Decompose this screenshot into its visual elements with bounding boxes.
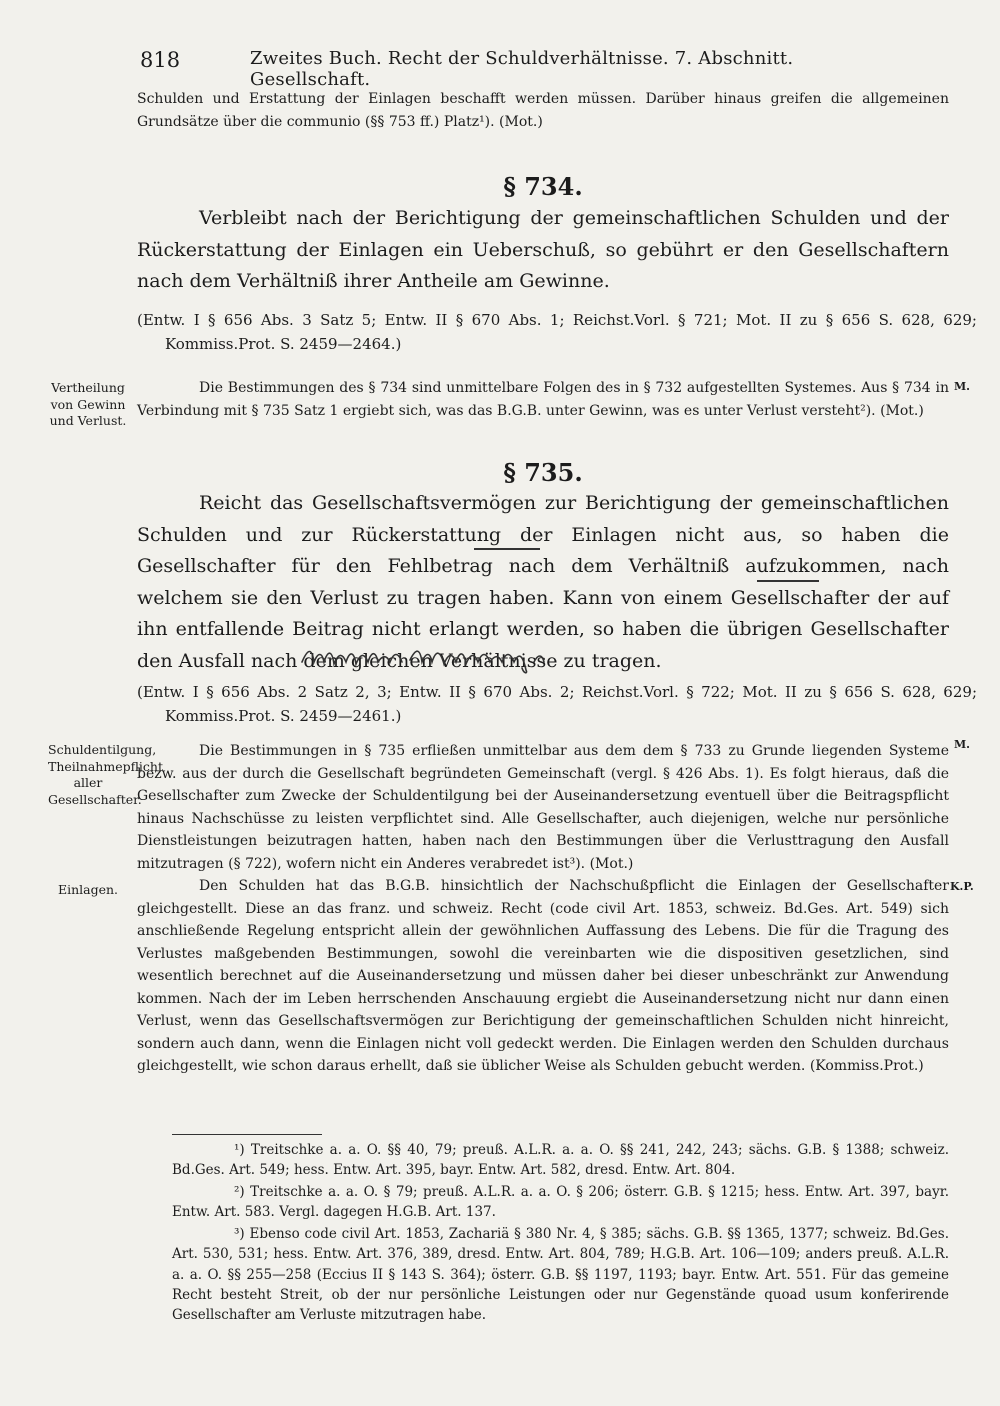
margin-note-contributions: Einlagen. xyxy=(57,882,119,897)
source-mark-kp: K.P. xyxy=(950,880,974,893)
section-heading-735: § 735. xyxy=(503,458,583,487)
footnote-rule xyxy=(172,1134,322,1135)
margin-note-debt-settlement: Schuldentilgung, Theilnahmepflicht aller Gesellschafter. xyxy=(48,742,163,807)
pencil-underline-nicht xyxy=(474,548,540,550)
source-mark-m: M. xyxy=(954,380,971,393)
section-heading-734: § 734. xyxy=(503,172,583,201)
margin-note-distribution: Vertheilung von Gewinn und Verlust. xyxy=(49,380,127,428)
running-title: Zweites Buch. Recht der Schuldverhältnisse. 7. Abschnitt. Gesellschaft. xyxy=(250,48,794,90)
law-text-734: Verbleibt nach der Berichtigung der gemeinschaftlichen Schulden und der Rückerstattung der Einlagen ein Ueberschuß, so gebührt er den Gesellschaftern nach dem Verhältniß ihrer Antheile am Gewinne. xyxy=(137,207,949,292)
pencil-underline-verlust xyxy=(757,580,819,582)
handwritten-note xyxy=(298,640,558,676)
footnote-2: ²) Treitschke a. a. O. § 79; preuß. A.L.R. a. a. O. § 206; österr. G.B. § 1215; hess. Entw. Art. 397, bayr. Entw. Art. 583. Vergl. dagegen H.G.B. Art. 137. xyxy=(172,1184,949,1221)
law-text-735: Reicht das Gesellschaftsvermögen zur Berichtigung der gemeinschaftlichen Schulden und zur Rückerstattung der Einlagen nicht aus, so haben die Gesellschafter für den Fehlbetrag nach dem Verhältniß aufzukommen, nach welchem sie den Verlust zu tragen haben. Kann von einem Gesellschafter der auf ihn entfallende Beitrag nicht erlangt werden, so haben die übrigen Gesellschafter den Ausfall nach dem gleichen Verhältnisse zu tragen. xyxy=(137,492,949,672)
references-734: (Entw. I § 656 Abs. 3 Satz 5; Entw. II § 670 Abs. 1; Reichst.Vorl. § 721; Mot. II zu § 656 S. 628, 629; Kommiss.Prot. S. 2459—2464.) xyxy=(137,311,977,353)
commentary-734: Die Bestimmungen des § 734 sind unmittelbare Folgen des in § 732 aufgestellten Systemes. Aus § 734 in Verbindung mit § 735 Satz 1 ergiebt sich, was das B.G.B. unter Gewinn, was es unter Verlust versteht²). (Mot.) xyxy=(137,380,949,419)
commentary-735-part1: Die Bestimmungen in § 735 erfließen unmittelbar aus dem dem § 733 zu Grunde liegenden Systeme bezw. aus der durch die Gesellschaft begründeten Gemeinschaft (vergl. § 426 Abs. 1). Es folgt hieraus, daß die Gesellschafter zum Zwecke der Schuldentilgung bei der Auseinandersetzung eventuell über die Beitragspflicht hinaus Nachschüsse zu leisten verpflichtet sind. Alle Gesellschafter, auch diejenigen, welche nur persönliche Dienstleistungen beizutragen hatten, haben nach den Bestimmungen über die Verlusttragung den Ausfall mitzutragen (§ 722), wofern nicht ein Anderes verabredet ist³). (Mot.) xyxy=(137,743,949,872)
footnote-3: ³) Ebenso code civil Art. 1853, Zachariä § 380 Nr. 4, § 385; sächs. G.B. §§ 1365, 1377; schweiz. Bd.Ges. Art. 530, 531; hess. Entw. Art. 376, 389, dresd. Entw. Art. 804, 789; H.G.B. Art. 106—109; anders preuß. A.L.R. a. a. O. §§ 255—258 (Eccius II § 143 S. 364); österr. G.B. §§ 1197, 1193; bayr. Entw. Art. 551. Für das gemeine Recht besteht Streit, ob der nur persönliche Leistungen oder nur Gegenstände quoad usum konferirende Gesellschafter am Verluste mitzutragen habe. xyxy=(172,1226,949,1324)
commentary-735-part2: Den Schulden hat das B.G.B. hinsichtlich der Nachschußpflicht die Einlagen der Gesellschafter gleichgestellt. Diese an das franz. und schweiz. Recht (code civil Art. 1853, schweiz. Bd.Ges. Art. 549) sich anschließende Regelung entspricht allein der gewöhnlichen Auffassung des Lebens. Die für die Tragung des Verlustes maßgebenden Bestimmungen, sowohl die vereinbarten wie die dispositiven gesetzlichen, sind wesentlich berechnet auf die Auseinandersetzung und müssen daher bei dieser unbeschränkt zur Anwendung kommen. Nach der im Leben herrschenden Anschauung ergiebt die Auseinandersetzung nicht nur dann einen Verlust, wenn das Gesellschaftsvermögen zur Berichtigung der gemeinschaftlichen Schulden nicht hinreicht, sondern auch dann, wenn die Einlagen nicht voll gedeckt werden. Die Einlagen werden den Schulden durchaus gleichgestellt, wie schon daraus erhellt, daß sie üblicher Weise als Schulden gebucht werden. (Kommiss.Prot.) xyxy=(137,878,949,1074)
source-mark-m: M. xyxy=(954,738,971,751)
carryover-paragraph: Schulden und Erstattung der Einlagen beschafft werden müssen. Darüber hinaus greifen die allgemeinen Grundsätze über die communio (§§ 753 ff.) Platz¹). (Mot.) xyxy=(137,91,949,130)
footnote-1: ¹) Treitschke a. a. O. §§ 40, 79; preuß. A.L.R. a. a. O. §§ 241, 242, 243; sächs. G.B. § 1388; schweiz. Bd.Ges. Art. 549; hess. Entw. Art. 395, bayr. Entw. Art. 582, dresd. Entw. Art. 804. xyxy=(172,1142,949,1179)
running-header xyxy=(140,44,840,90)
references-735: (Entw. I § 656 Abs. 2 Satz 2, 3; Entw. II § 670 Abs. 2; Reichst.Vorl. § 722; Mot. II zu § 656 S. 628, 629; Kommiss.Prot. S. 2459—2461.) xyxy=(137,683,977,725)
page-number: 818 xyxy=(140,48,181,72)
